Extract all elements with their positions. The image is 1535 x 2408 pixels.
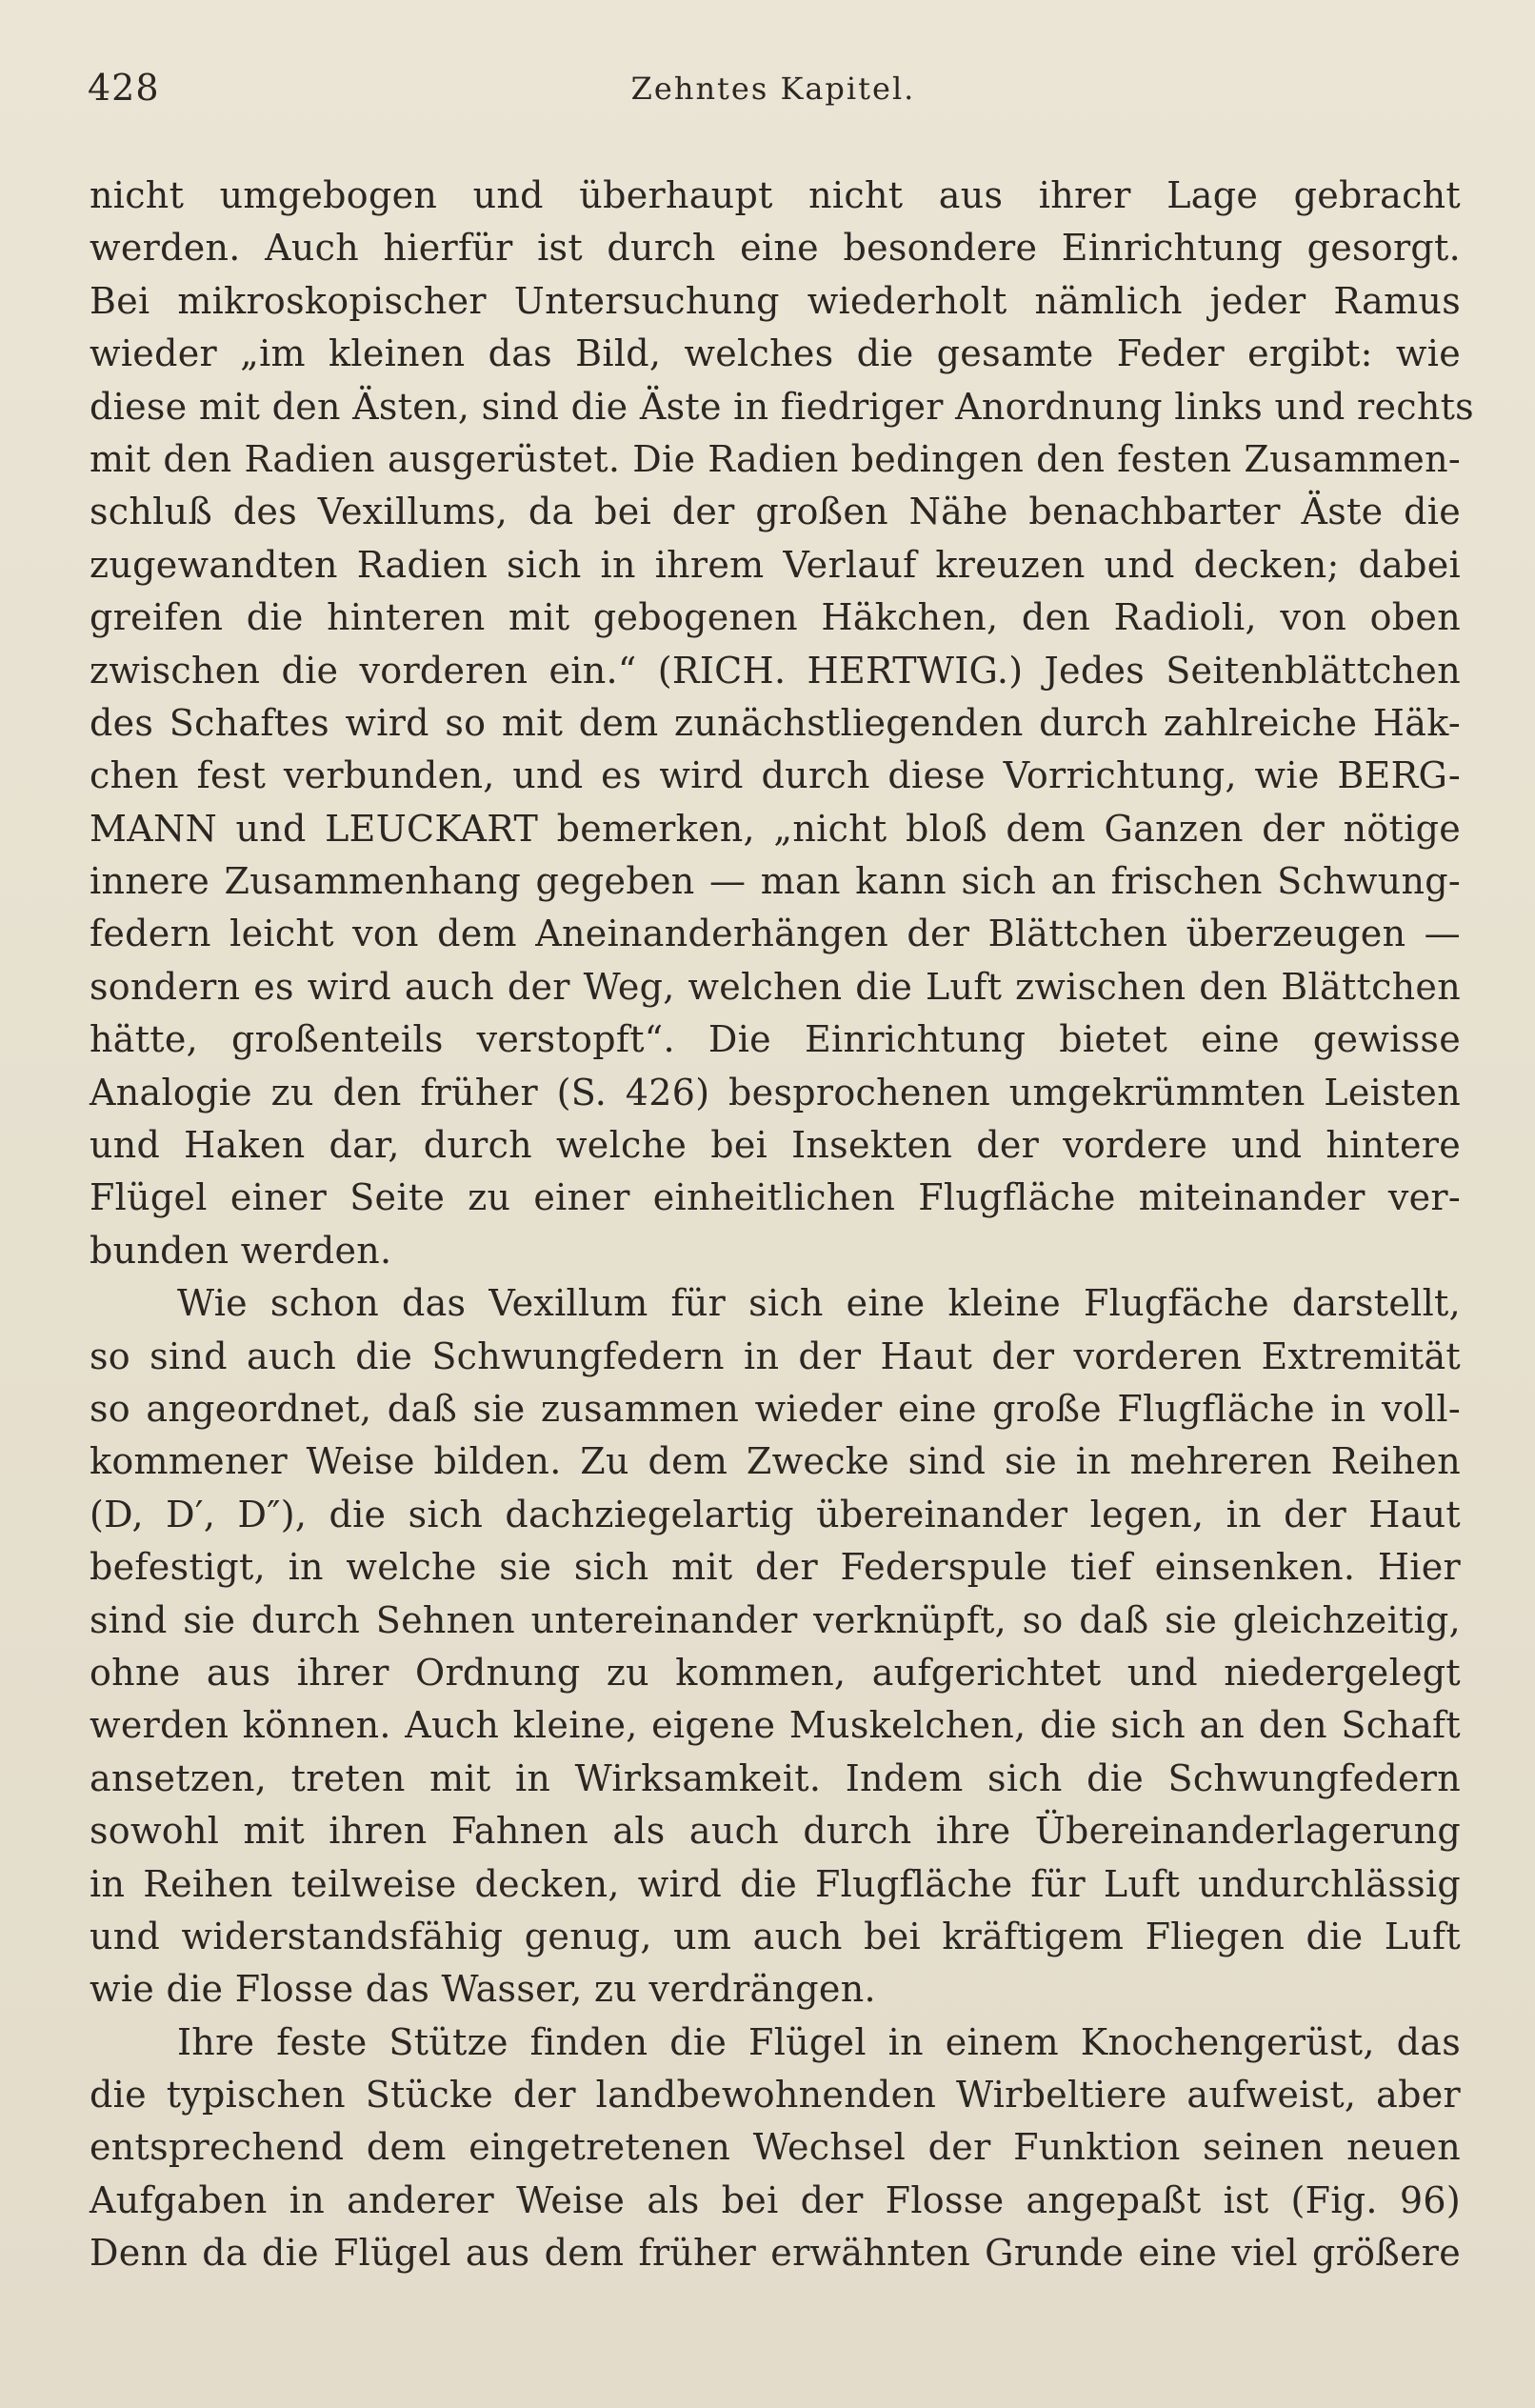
text-line: und widerstandsfähig genug, um auch bei kräftigem Fliegen die Luft xyxy=(90,1915,1461,1957)
text-line: Aufgaben in anderer Weise als bei der Flosse angepaßt ist (Fig. 96) xyxy=(90,2178,1461,2221)
text-line: Bei mikroskopischer Untersuchung wiederholt nämlich jeder Ramus xyxy=(90,279,1461,322)
text-line: zwischen die vorderen ein.“ (RICH. HERTWIG.) Jedes Seitenblättchen xyxy=(90,649,1461,692)
text-line: kommener Weise bilden. Zu dem Zwecke sind sie in mehreren Reihen xyxy=(90,1440,1461,1483)
text-line: hätte, großenteils verstopft“. Die Einrichtung bietet eine gewisse xyxy=(90,1018,1461,1061)
paragraph-start-line: Wie schon das Vexillum für sich eine kleine Flugfäche darstellt, xyxy=(177,1282,1461,1325)
text-line: und Haken dar, durch welche bei Insekten der vordere und hintere xyxy=(90,1124,1461,1167)
text-line: nicht umgebogen und überhaupt nicht aus ihrer Lage gebracht xyxy=(90,174,1461,216)
text-line: schluß des Vexillums, da bei der großen Nähe benachbarter Äste die xyxy=(90,491,1461,533)
text-line: sowohl mit ihren Fahnen als auch durch ihre Übereinanderlagerung xyxy=(90,1810,1461,1853)
text-line: in Reihen teilweise decken, wird die Flugfläche für Luft undurchlässig xyxy=(90,1862,1461,1905)
page-number: 428 xyxy=(88,67,160,109)
text-line: zugewandten Radien sich in ihrem Verlauf kreuzen und decken; dabei xyxy=(90,543,1461,586)
text-line: chen fest verbunden, und es wird durch diese Vorrichtung, wie BERG- xyxy=(90,754,1461,797)
text-line: MANN und LEUCKART bemerken, „nicht bloß dem Ganzen der nötige xyxy=(90,807,1461,850)
text-line: mit den Radien ausgerüstet. Die Radien bedingen den festen Zusammen- xyxy=(90,437,1461,480)
text-line: (D, D′, D″), die sich dachziegelartig übereinander legen, in der Haut xyxy=(90,1493,1461,1535)
page-header xyxy=(88,67,1459,124)
text-line: Flügel einer Seite zu einer einheitlichen Flugfläche miteinander ver- xyxy=(90,1176,1461,1219)
text-line: so angeordnet, daß sie zusammen wieder eine große Flugfläche in voll- xyxy=(90,1387,1461,1430)
text-line: ohne aus ihrer Ordnung zu kommen, aufgerichtet und niedergelegt xyxy=(90,1651,1461,1694)
text-line: werden können. Auch kleine, eigene Muskelchen, die sich an den Schaft xyxy=(90,1704,1461,1747)
text-line: befestigt, in welche sie sich mit der Federspule tief einsenken. Hier xyxy=(90,1546,1461,1589)
text-line: so sind auch die Schwungfedern in der Haut der vorderen Extremität xyxy=(90,1334,1461,1377)
text-line: Denn da die Flügel aus dem früher erwähnten Grunde eine viel größere xyxy=(90,2232,1461,2275)
text-line: wieder „im kleinen das Bild, welches die gesamte Feder ergibt: wie xyxy=(90,332,1461,375)
text-line: sind sie durch Sehnen untereinander verknüpft, so daß sie gleichzeitig, xyxy=(90,1598,1461,1641)
text-line: des Schaftes wird so mit dem zunächstliegenden durch zahlreiche Häk- xyxy=(90,701,1461,744)
running-title: Zehntes Kapitel. xyxy=(630,70,916,107)
text-line: innere Zusammenhang gegeben — man kann sich an frischen Schwung- xyxy=(90,860,1461,903)
text-line: greifen die hinteren mit gebogenen Häkchen, den Radioli, von oben xyxy=(90,596,1461,639)
text-line: entsprechend dem eingetretenen Wechsel der Funktion seinen neuen xyxy=(90,2126,1461,2169)
paragraph-start-line: Ihre feste Stütze finden die Flügel in einem Knochengerüst, das xyxy=(177,2020,1461,2063)
body-text xyxy=(90,170,1474,2280)
text-line: bunden werden. xyxy=(90,1229,392,1272)
text-line: ansetzen, treten mit in Wirksamkeit. Indem sich die Schwungfedern xyxy=(90,1756,1461,1799)
text-line: wie die Flosse das Wasser, zu verdrängen. xyxy=(90,1968,876,2011)
text-line: die typischen Stücke der landbewohnenden Wirbeltiere aufweist, aber xyxy=(90,2074,1461,2117)
text-line: Analogie zu den früher (S. 426) besprochenen umgekrümmten Leisten xyxy=(90,1071,1461,1114)
text-line: diese mit den Ästen, sind die Äste in fiedriger Anordnung links und rechts xyxy=(90,385,1474,428)
text-line: werden. Auch hierfür ist durch eine besondere Einrichtung gesorgt. xyxy=(90,227,1461,270)
text-line: federn leicht von dem Aneinanderhängen der Blättchen überzeugen — xyxy=(90,913,1461,955)
text-line: sondern es wird auch der Weg, welchen die Luft zwischen den Blättchen xyxy=(90,965,1461,1008)
